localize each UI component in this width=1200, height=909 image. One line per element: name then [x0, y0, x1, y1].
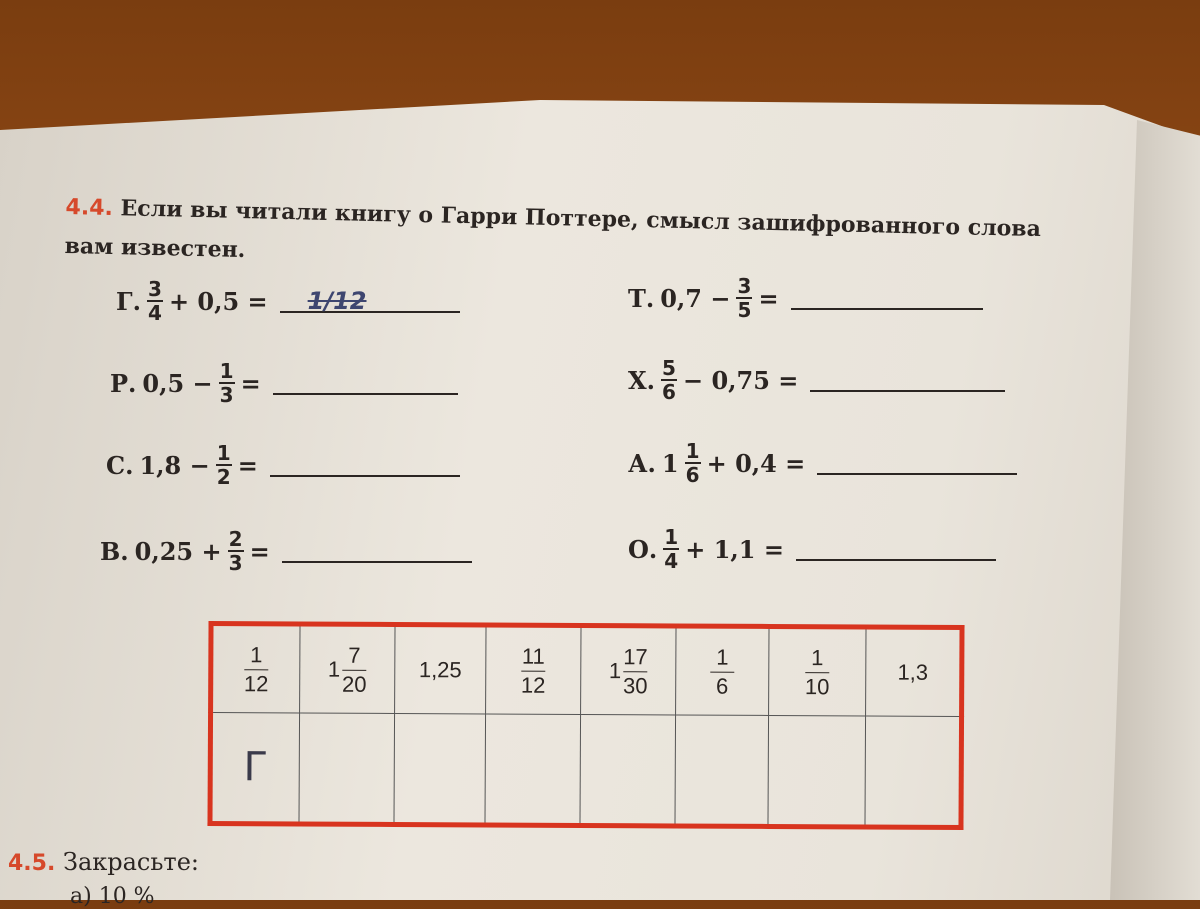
table-cell: $\frac{11}{12}$ — [486, 625, 581, 714]
exercise-t — [628, 275, 983, 321]
next-task-partial: а) 10 % — [70, 884, 155, 909]
answer-cell[interactable] — [394, 713, 486, 824]
exercise-rest: − 0,75 = — [682, 365, 799, 395]
denominator: 2 — [216, 465, 231, 489]
numerator: 1 — [664, 525, 679, 549]
exercise-s — [106, 442, 460, 488]
answer-cell[interactable] — [299, 713, 395, 824]
numerator: 3 — [147, 277, 162, 301]
answer-blank[interactable] — [817, 451, 1017, 475]
table-cell: 1 $\frac{17}{30}$ — [581, 625, 676, 714]
exercise-letter: С. — [106, 450, 134, 480]
handwritten-letter: Г — [243, 744, 269, 791]
answer-blank[interactable] — [810, 368, 1005, 392]
fraction — [147, 278, 163, 324]
numerator: 3 — [737, 274, 752, 298]
numerator: 1 — [216, 441, 231, 465]
exercise-letter: Х. — [628, 365, 655, 395]
next-task-number: 4.5. — [8, 851, 56, 876]
exercise-o — [628, 526, 996, 572]
denominator: 5 — [737, 298, 752, 322]
exercise-letter: Г. — [116, 286, 141, 316]
numerator: 1 — [219, 359, 234, 383]
numerator: 5 — [662, 356, 676, 380]
exercise-rest: = — [237, 450, 258, 480]
exercise-letter: В. — [100, 536, 129, 566]
exercise-letter: Т. — [628, 283, 655, 313]
fraction — [661, 357, 677, 403]
answer-cell[interactable] — [768, 715, 866, 827]
answer-cell[interactable] — [675, 715, 769, 826]
table-cell: $\frac{1}{10}$ — [769, 626, 866, 716]
numerator: 1 — [685, 439, 700, 463]
fraction — [685, 440, 701, 486]
handwritten-answer: 1/12 — [307, 287, 367, 315]
table-cell: 1 $\frac{7}{20}$ — [300, 624, 395, 713]
task-text-line1: Если вы читали книгу о Гарри Поттере, смысл зашифрованного слова — [120, 195, 1042, 243]
exercise-pre: 0,25 + — [134, 536, 222, 566]
denominator: 6 — [685, 463, 700, 487]
exercise-letter: О. — [628, 534, 658, 564]
exercise-rest: = — [249, 536, 270, 566]
table-cell: $\frac{1}{6}$ — [676, 626, 769, 715]
exercise-a — [628, 440, 1017, 486]
exercise-rest: + 1,1 = — [685, 534, 784, 564]
table-row — [210, 713, 962, 828]
exercise-rest: = — [240, 368, 261, 398]
next-task-text: Закрасьте: — [62, 848, 199, 876]
exercise-rest: + 0,4 = — [706, 448, 806, 478]
fraction — [216, 442, 232, 488]
task-number: 4.4. — [65, 194, 114, 222]
exercise-rest: = — [758, 283, 779, 313]
whole-part: 1 — [661, 448, 679, 478]
table-row — [211, 624, 962, 717]
answer-blank[interactable] — [270, 453, 460, 477]
denominator: 3 — [219, 383, 234, 407]
fraction — [228, 528, 244, 574]
exercise-r — [110, 360, 458, 406]
numerator: 2 — [228, 527, 243, 551]
denominator: 3 — [228, 551, 243, 575]
denominator: 4 — [147, 301, 162, 325]
answer-blank[interactable] — [791, 286, 983, 310]
exercise-v — [100, 528, 472, 574]
exercise-letter: А. — [628, 448, 656, 478]
exercise-letter: Р. — [110, 368, 137, 398]
answer-blank[interactable] — [796, 537, 996, 561]
exercise-pre: 0,7 − — [660, 283, 731, 313]
fraction — [736, 275, 752, 321]
answer-cell[interactable] — [210, 713, 300, 824]
answer-blank[interactable] — [280, 289, 460, 313]
fraction — [663, 526, 679, 572]
table-cell: $\frac{1}{12}$ — [211, 624, 300, 713]
task-text-line2: вам известен. — [64, 232, 246, 264]
table-cell: 1,25 — [395, 624, 486, 713]
exercise-pre: 1,8 − — [139, 450, 210, 480]
exercise-kh — [628, 357, 1005, 403]
next-task-heading — [8, 848, 199, 876]
answer-cell[interactable] — [485, 714, 581, 825]
answer-blank[interactable] — [273, 371, 458, 395]
cipher-table — [207, 621, 964, 830]
answer-cell[interactable] — [865, 716, 962, 828]
exercise-g — [116, 278, 460, 324]
answer-cell[interactable] — [580, 714, 676, 825]
fraction — [219, 360, 235, 406]
answer-blank[interactable] — [282, 539, 472, 563]
denominator: 4 — [664, 549, 679, 573]
exercise-pre: 0,5 − — [142, 368, 213, 398]
denominator: 6 — [662, 380, 676, 404]
exercise-rest: + 0,5 = — [168, 286, 268, 316]
table-cell: 1,3 — [866, 627, 962, 717]
